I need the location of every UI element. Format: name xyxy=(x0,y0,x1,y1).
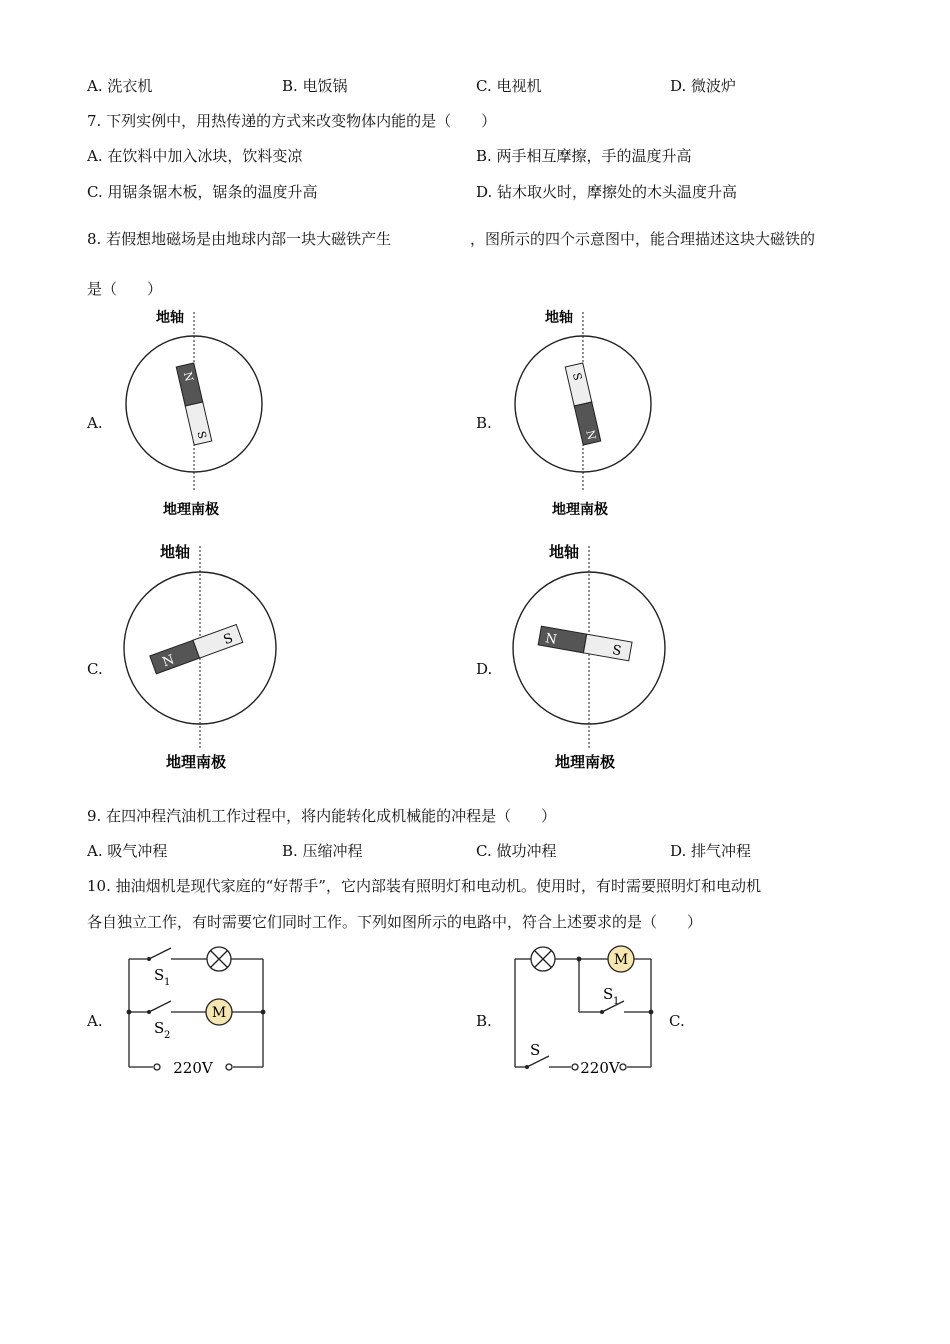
earth-magnet-figure-b xyxy=(499,300,669,525)
switch-s1-label: S xyxy=(603,985,614,1003)
axis-label: 地轴 xyxy=(156,310,184,326)
q9-stem: 9. 在四冲程汽油机工作过程中，将内能转化成机械能的冲程是（ ） xyxy=(87,807,557,825)
geo-south-pole-label: 地理南极 xyxy=(555,753,616,771)
q6-option-a: A. 洗衣机 xyxy=(87,77,153,95)
q7-option-b: B. 两手相互摩擦，手的温度升高 xyxy=(476,147,692,165)
bar-magnet xyxy=(538,626,632,661)
bar-magnet xyxy=(176,363,212,445)
switch-s2-label: S xyxy=(154,1019,165,1037)
geo-south-pole-label: 地理南极 xyxy=(552,502,608,518)
bar-magnet xyxy=(150,624,243,673)
q10-stem-line1: 10. 抽油烟机是现代家庭的“好帮手”，它内部装有照明灯和电动机。使用时，有时需要照明灯和电动机 xyxy=(87,877,761,895)
earth-magnet-figure-d xyxy=(499,538,679,778)
geo-south-pole-label: 地理南极 xyxy=(166,753,227,771)
q8-stem-line2: 是（ ） xyxy=(87,280,163,298)
q6-option-d: D. 微波炉 xyxy=(670,77,737,95)
q7-stem: 7. 下列实例中，用热传递的方式来改变物体内能的是（ ） xyxy=(87,112,497,130)
q8-option-c-label: C. xyxy=(87,660,103,678)
q10-option-c-label: C. xyxy=(669,1012,685,1030)
q7-option-a: A. 在饮料中加入冰块，饮料变凉 xyxy=(87,147,303,165)
voltage-label: 220V xyxy=(580,1059,620,1077)
motor-label: M xyxy=(211,1005,227,1021)
q7-option-c: C. 用锯条锯木板，锯条的温度升高 xyxy=(87,183,318,201)
q7-option-d: D. 钻木取火时，摩擦处的木头温度升高 xyxy=(476,183,738,201)
q8-option-d-label: D. xyxy=(476,660,493,678)
north-pole-label: N xyxy=(544,631,558,648)
axis-label: 地轴 xyxy=(549,543,580,561)
north-pole-label: N xyxy=(160,652,177,671)
q10-option-b-label: B. xyxy=(476,1012,492,1030)
earth-magnet-figure-a xyxy=(110,300,280,525)
voltage-label: 220V xyxy=(173,1059,213,1077)
q10-stem-line2: 各自独立工作，有时需要它们同时工作。下列如图所示的电路中，符合上述要求的是（ ） xyxy=(87,913,703,931)
q9-option-c: C. 做功冲程 xyxy=(476,842,557,860)
motor-label: M xyxy=(613,952,629,968)
south-pole-label: S xyxy=(570,371,585,382)
q10-option-a-label: A. xyxy=(87,1012,103,1030)
north-pole-label: N xyxy=(583,428,599,442)
switch-s2-subscript: 2 xyxy=(164,1030,171,1041)
switch-s1-subscript: 1 xyxy=(164,977,171,988)
q8-option-b-label: B. xyxy=(476,414,492,432)
q6-option-b: B. 电饭锅 xyxy=(282,77,348,95)
circuit-figure-a xyxy=(120,943,280,1083)
q8-stem-part2: ，图所示的四个示意图中，能合理描述这块大磁铁的 xyxy=(470,230,816,248)
q9-option-b: B. 压缩冲程 xyxy=(282,842,363,860)
south-pole-label: S xyxy=(194,429,209,441)
geo-south-pole-label: 地理南极 xyxy=(163,502,219,518)
axis-label: 地轴 xyxy=(545,310,573,326)
q8-stem-part1: 8. 若假想地磁场是由地球内部一块大磁铁产生 xyxy=(87,230,392,248)
south-pole-label: S xyxy=(221,631,236,649)
bar-magnet xyxy=(565,363,601,445)
switch-s1-label: S xyxy=(154,966,165,984)
switch-s1-subscript: 1 xyxy=(613,996,620,1007)
switch-s-label: S xyxy=(530,1041,541,1059)
q9-option-d: D. 排气冲程 xyxy=(670,842,752,860)
q9-option-a: A. 吸气冲程 xyxy=(87,842,168,860)
circuit-figure-b xyxy=(508,943,668,1083)
axis-label: 地轴 xyxy=(160,543,191,561)
south-pole-label: S xyxy=(611,642,623,660)
north-pole-label: N xyxy=(180,370,196,383)
earth-magnet-figure-c xyxy=(110,538,290,778)
q6-option-c: C. 电视机 xyxy=(476,77,542,95)
q8-option-a-label: A. xyxy=(87,414,103,432)
